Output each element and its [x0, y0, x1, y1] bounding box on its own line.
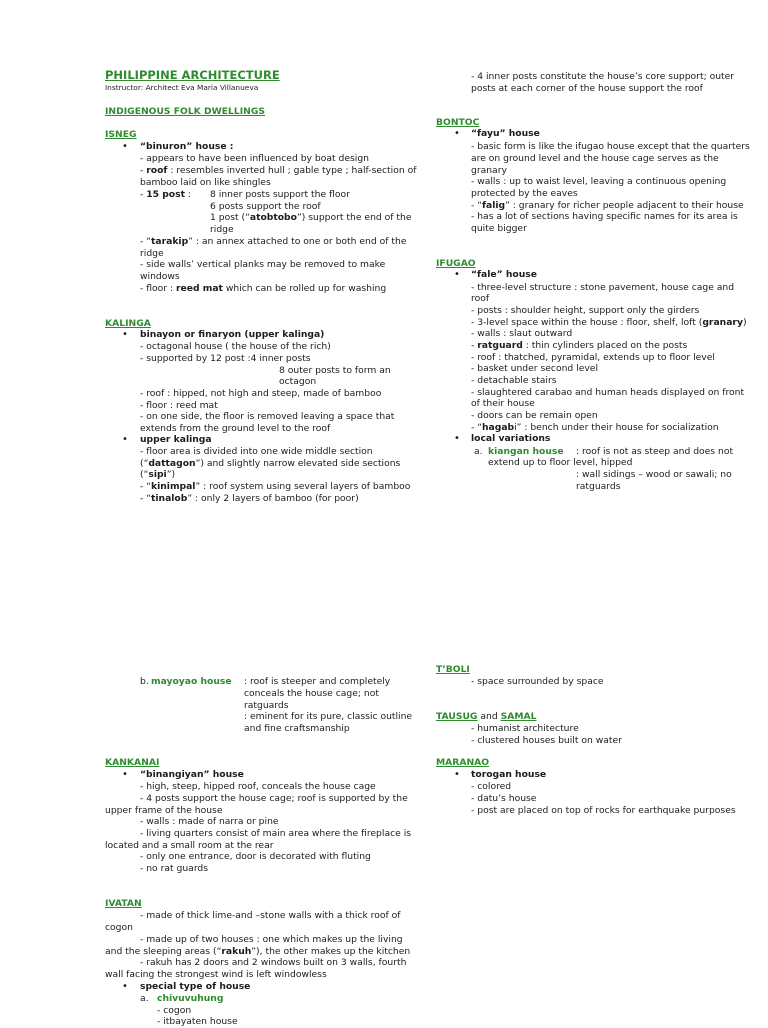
ifugao-line: ratguards [576, 481, 621, 492]
ivatan-line: - rakuh has 2 doors and 2 windows built on 3 walls, fourth [140, 957, 407, 968]
tausug-line: - humanist architecture [471, 723, 579, 734]
tausug-samal-heading [436, 711, 536, 723]
isneg-heading: ISNEG [105, 129, 137, 140]
list-label: a. [140, 993, 149, 1004]
text-span: ” : only 2 layers of bamboo (for poor) [187, 493, 359, 504]
text-span: - floor : [140, 283, 176, 294]
ifugao-line: : wall sidings – wood or sawali; no [576, 469, 732, 480]
isneg-line: bamboo laid on like shingles [140, 177, 271, 188]
ifugao-heading: IFUGAO [436, 258, 476, 269]
mayoyao-line: : roof is steeper and completely [244, 676, 391, 687]
tboli-line: - space surrounded by space [471, 676, 604, 687]
bontoc-heading: BONTOC [436, 117, 480, 128]
bullet-icon: • [454, 433, 460, 444]
bontoc-line: - walls : up to waist level, leaving a continuous opening [471, 176, 727, 187]
tausug-line: - clustered houses built on water [471, 735, 622, 746]
text-span: - “ [140, 481, 151, 492]
text-span: : thin cylinders placed on the posts [522, 340, 688, 351]
isneg-line [140, 236, 406, 248]
text-span: (“ [140, 469, 149, 480]
ifugao-line: - walls : slaut outward [471, 328, 573, 339]
kalinga-line [140, 481, 410, 493]
ifugao-line: - doors can be remain open [471, 410, 598, 421]
ifugao-line: - posts : shoulder height, support only the girders [471, 305, 700, 316]
ivatan-heading: IVATAN [105, 898, 142, 909]
ifugao-line: - slaughtered carabao and human heads displayed on front [471, 387, 745, 398]
text-span: - [471, 340, 478, 351]
text-span: : resembles inverted hull ; gable type ; half-section of [167, 165, 417, 176]
ivatan-line: - itbayaten house [157, 1016, 238, 1027]
mayoyao-line: ratguards [244, 700, 289, 711]
instructor-line: Instructor: Architect Eva Maria Villanueva [105, 83, 259, 92]
maranao-item: torogan house [471, 769, 547, 780]
text-span: - [140, 189, 147, 200]
isneg-line [140, 165, 416, 177]
kalinga-line: - floor : reed mat [140, 400, 218, 411]
bontoc-line: are on ground level and the house cage serves as the [471, 153, 719, 164]
bullet-icon: • [122, 434, 128, 445]
ifugao-item: “fale” house [471, 269, 537, 280]
bullet-icon: • [454, 769, 460, 780]
ivatan-line: - cogon [157, 1005, 192, 1016]
tboli-heading: T’BOLI [436, 664, 470, 675]
kalinga-item: upper kalinga [140, 434, 212, 445]
text-span: ) [742, 317, 747, 328]
text-span: 15 post [146, 189, 185, 200]
mayoyao-line: and fine craftsmanship [244, 723, 350, 734]
isneg-line [140, 283, 386, 295]
text-span: granary [702, 317, 743, 328]
right-top-line: - 4 inner posts constitute the house’s core support; outer [471, 71, 735, 82]
bullet-icon: • [122, 769, 128, 780]
mayoyao-house-label: mayoyao house [151, 676, 232, 687]
kalinga-line: - supported by 12 post :4 inner posts [140, 353, 311, 364]
isneg-line: 6 posts support the roof [210, 201, 321, 212]
text-span: tarakip [151, 236, 189, 247]
maranao-heading: MARANAO [436, 757, 490, 768]
samal-heading: SAMAL [500, 711, 537, 722]
isneg-item: “binuron” house : [140, 141, 234, 152]
kalinga-line [140, 458, 400, 470]
text-span: atobtobo [249, 212, 297, 223]
kankanai-line: - living quarters consist of main area where the fireplace is [140, 828, 412, 839]
ifugao-item: local variations [471, 433, 551, 444]
kankanai-line: located and a small room at the rear [105, 840, 274, 851]
kalinga-line: - octagonal house ( the house of the rich) [140, 341, 331, 352]
ifugao-line: extend up to floor level, hipped [488, 457, 633, 468]
isneg-line [140, 189, 191, 201]
text-span: ” : roof system using several layers of bamboo [195, 481, 411, 492]
kankanai-heading: KANKANAI [105, 757, 160, 768]
kalinga-line [140, 493, 359, 505]
maranao-line: - colored [471, 781, 512, 792]
text-span: ” : an annex attached to one or both end of the [188, 236, 407, 247]
isneg-line: ridge [140, 248, 164, 259]
ivatan-line: wall facing the strongest wind is left windowless [105, 969, 327, 980]
mayoyao-line: : eminent for its pure, classic outline [244, 711, 413, 722]
right-top-line: posts at each corner of the house support the roof [471, 83, 703, 94]
kalinga-line: - on one side, the floor is removed leaving a space that [140, 411, 395, 422]
kankanai-line: - no rat guards [140, 863, 209, 874]
text-span: tinalob [151, 493, 188, 504]
text-span: hagab [482, 422, 515, 433]
text-span: sipi [148, 469, 167, 480]
bullet-icon: • [454, 269, 460, 280]
ifugao-line: of their house [471, 398, 535, 409]
text-span: : [184, 189, 192, 200]
ifugao-line: : roof is not as steep and does not [576, 446, 734, 457]
isneg-line: windows [140, 271, 180, 282]
text-span: dattagon [148, 458, 196, 469]
maranao-line: - datu’s house [471, 793, 537, 804]
ivatan-line: cogon [105, 922, 133, 933]
text-span: ”) support the end of the [296, 212, 412, 223]
ivatan-line: - made up of two houses : one which makes up the living [140, 934, 403, 945]
kankanai-item: “binangiyan” house [140, 769, 244, 780]
kankanai-line: - walls : made of narra or pine [140, 816, 279, 827]
text-span: - [140, 165, 147, 176]
text-span: ” : granary for richer people adjacent to their house [505, 200, 744, 211]
kankanai-line: upper frame of the house [105, 805, 223, 816]
kalinga-line: - roof : hipped, not high and steep, made of bamboo [140, 388, 382, 399]
text-span: ”) and slightly narrow elevated side sections [195, 458, 401, 469]
text-span: - “ [140, 236, 151, 247]
kalinga-line [140, 469, 175, 481]
ifugao-line: - detachable stairs [471, 375, 557, 386]
text-span: ”) [166, 469, 176, 480]
kalinga-line: extends from the ground level to the roof [140, 423, 331, 434]
text-span: (“ [140, 458, 149, 469]
list-label: a. [474, 446, 483, 457]
text-span: roof [146, 165, 168, 176]
kalinga-item: binayon or finaryon (upper kalinga) [140, 329, 325, 340]
bullet-icon: • [122, 329, 128, 340]
isneg-line: ridge [210, 224, 234, 235]
text-span: - 3-level space within the house : floor, shelf, loft ( [471, 317, 703, 328]
ifugao-line: roof [471, 293, 490, 304]
ivatan-item: special type of house [140, 981, 251, 992]
list-label: b. [140, 676, 149, 687]
kankanai-line: - 4 posts support the house cage; roof is supported by the [140, 793, 408, 804]
text-span: - “ [471, 200, 482, 211]
kankanai-line: - only one entrance, door is decorated with fluting [140, 851, 371, 862]
text-span: ratguard [477, 340, 523, 351]
kalinga-line: octagon [279, 376, 317, 387]
tausug-heading: TAUSUG [436, 711, 478, 722]
bontoc-item: “fayu” house [471, 128, 540, 139]
text-span: - “ [471, 422, 482, 433]
text-span: i” : bench under their house for socialization [514, 422, 719, 433]
section-title: INDIGENOUS FOLK DWELLINGS [105, 106, 266, 117]
text-span: falig [482, 200, 506, 211]
kalinga-heading: KALINGA [105, 318, 151, 329]
text-span: ”), the other makes up the kitchen [251, 946, 411, 957]
ifugao-line: - three-level structure : stone pavement, house cage and [471, 282, 735, 293]
bontoc-line: granary [471, 165, 507, 176]
ivatan-line: - made of thick lime-and –stone walls with a thick roof of [140, 910, 401, 921]
kiangan-house-label: kiangan house [488, 446, 564, 457]
bontoc-line: - has a lot of sections having specific names for its area is [471, 211, 738, 222]
text-span: reed mat [175, 283, 223, 294]
kalinga-line: - floor area is divided into one wide middle section [140, 446, 373, 457]
page-title: PHILIPPINE ARCHITECTURE [105, 68, 280, 82]
text-span: and the sleeping areas (“ [105, 946, 222, 957]
bontoc-line: protected by the eaves [471, 188, 578, 199]
text-span: kinimpal [151, 481, 196, 492]
text-span: rakuh [221, 946, 252, 957]
isneg-line: 8 inner posts support the floor [210, 189, 350, 200]
text-span: 1 post (“ [210, 212, 250, 223]
ifugao-line: - basket under second level [471, 363, 599, 374]
chivuvuhung-label: chivuvuhung [157, 993, 224, 1004]
bullet-icon: • [122, 141, 128, 152]
ifugao-line [471, 340, 687, 352]
bullet-icon: • [122, 981, 128, 992]
text-span: - “ [140, 493, 151, 504]
kankanai-line: - high, steep, hipped roof, conceals the house cage [140, 781, 376, 792]
isneg-line: - side walls’ vertical planks may be removed to make [140, 259, 386, 270]
bontoc-line: - basic form is like the ifugao house except that the quarters [471, 141, 750, 152]
mayoyao-line: conceals the house cage; not [244, 688, 379, 699]
bontoc-line: quite bigger [471, 223, 527, 234]
text-span: which can be rolled up for washing [222, 283, 387, 294]
isneg-line: - appears to have been influenced by boat design [140, 153, 369, 164]
maranao-line: - post are placed on top of rocks for earthquake purposes [471, 805, 736, 816]
bullet-icon: • [454, 128, 460, 139]
isneg-line [210, 212, 412, 224]
text-span: and [477, 711, 501, 722]
ifugao-line: - roof : thatched, pyramidal, extends up to floor level [471, 352, 715, 363]
kalinga-line: 8 outer posts to form an [279, 365, 391, 376]
